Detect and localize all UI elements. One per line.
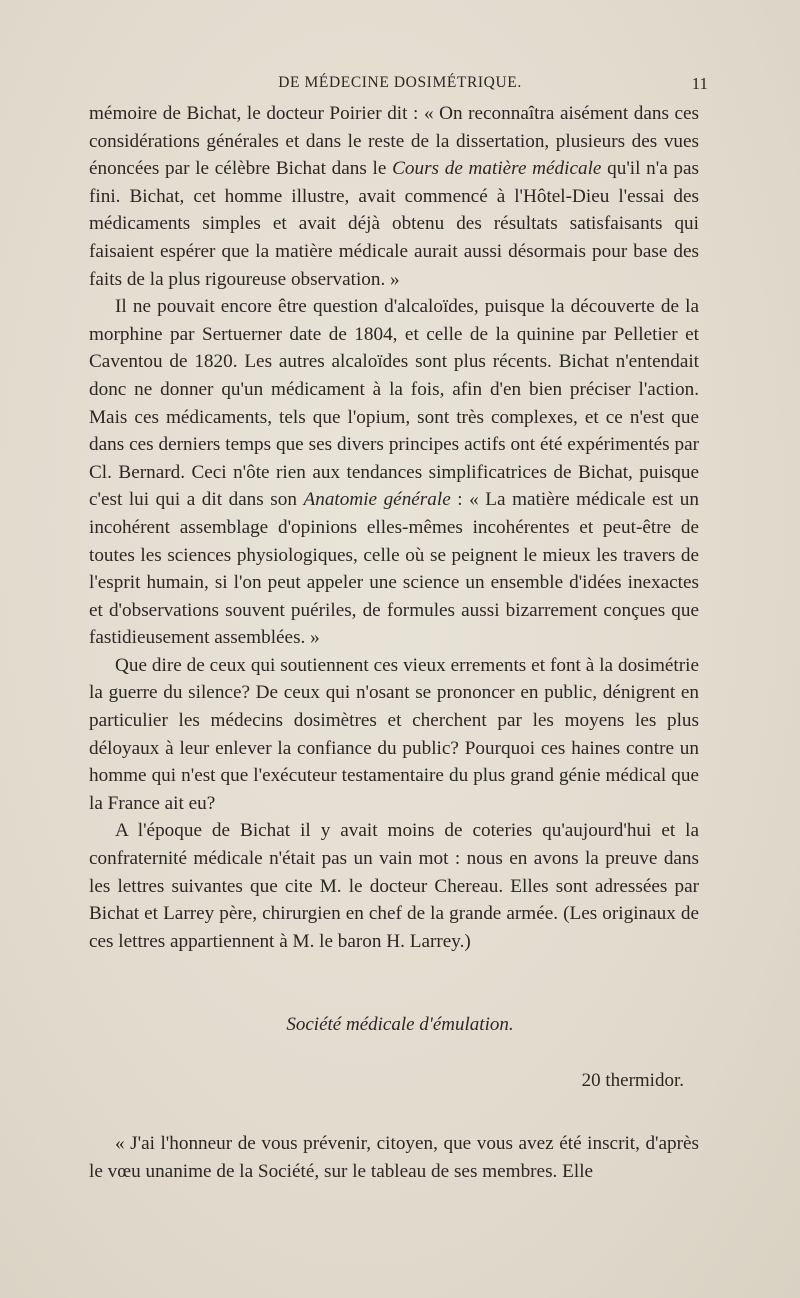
paragraph-2 [89, 293, 699, 652]
paragraph-2-text-a: Il ne pouvait encore être question d'alcaloïdes, puisque la découverte de la morphine par Sertuerner date de 1804, et celle de la quinine par Pelletier et Caventou de 1820. Les autres alcaloïdes sont plus récents. Bichat n'entendait donc ne donner qu'un médicament à la fois, afin d'en bien préciser l'action. Mais ces médicaments, tels que l'opium, sont très complexes, et ce n'est que dans ces derniers temps que ses divers principes actifs ont été expérimentés par Cl. Bernard. Ceci n'ôte rien aux tendances simplificatrices de Bichat, puisque c'est lui qui a dit dans son [89, 296, 699, 511]
page-number: 11 [691, 74, 708, 93]
book-title-anatomie-generale: Anatomie générale [303, 489, 451, 511]
book-title-cours-de-matiere-medicale: Cours de matière médicale [392, 158, 602, 180]
paragraph-1-text-a: mémoire de Bichat, le docteur Poirier dit : « On reconnaîtra aisément dans ces considérations générales et dans le reste de la dissertation, plusieurs des vues énoncées par le célèbre Bichat dans le [89, 103, 699, 180]
letter-paragraph-1: « J'ai l'honneur de vous prévenir, citoyen, que vous avez été inscrit, d'après le vœu unanime de la Société, sur le tableau de ses membres. Elle [89, 1133, 699, 1182]
paragraph-1-text-c: qu'il n'a pas fini. Bichat, cet homme illustre, avait commencé à l'Hôtel-Dieu l'essai des médicaments simples et avait déjà obtenu des résultats satisfaisants qui faisaient espérer que la matière médicale aurait aussi désormais pour base des faits de la plus rigoureuse observation. » [89, 158, 699, 290]
body-text [89, 100, 699, 955]
running-head [0, 74, 800, 98]
letter-body [89, 1130, 699, 1185]
paragraph-4: A l'époque de Bichat il y avait moins de coteries qu'aujourd'hui et la confraternité médicale n'était pas un vain mot : nous en avons la preuve dans les lettres suivantes que cite M. le docteur Chereau. Elles sont adressées par Bichat et Larrey père, chirurgien en chef de la grande armée. (Les originaux de ces lettres appartiennent à M. le baron H. Larrey.) [89, 820, 699, 952]
paragraph-3: Que dire de ceux qui soutiennent ces vieux errements et font à la dosimétrie la guerre du silence? De ceux qui n'osant se prononcer en public, dénigrent en particulier les médecins dosimètres et cherchent par les moyens les plus déloyaux à leur enlever la confiance du public? Pourquoi ces haines contre un homme qui n'est que l'exécuteur testamentaire du plus grand génie médical que la France ait eu? [89, 654, 699, 814]
running-title: DE MÉDECINE DOSIMÉTRIQUE. [278, 74, 522, 91]
paragraph-2-text-c: : « La matière médicale est un incohérent assemblage d'opinions elles-mêmes incohérentes et peut-être de toutes les sciences physiologiques, celle où se peignent le mieux les travers de l'esprit humain, si l'on peut appeler une science un ensemble d'idées inexactes et d'observations souvent puériles, de formules aussi bizarrement conçues que fastidieusement assemblées. » [89, 489, 699, 649]
section-heading: Société médicale d'émulation. [286, 1014, 514, 1035]
letter-dateline: 20 thermidor. [581, 1070, 684, 1091]
paragraph-1 [89, 100, 699, 293]
